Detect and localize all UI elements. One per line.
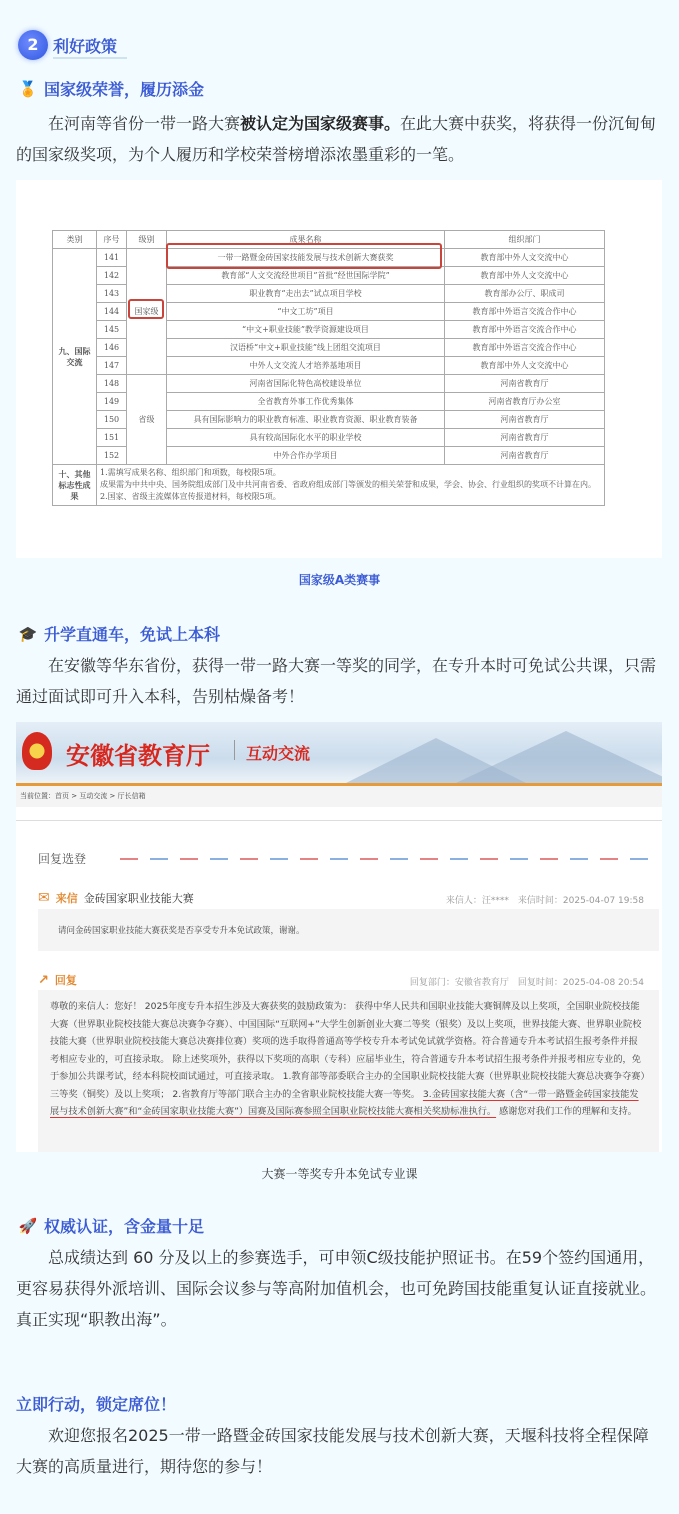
cert-title: 权威认证，含金量十足: [44, 1217, 205, 1236]
number-cell: 150: [97, 411, 127, 429]
name-cell: 具有较高国际化水平的职业学校: [167, 429, 445, 447]
department-cell: 河南省教育厅: [445, 447, 605, 465]
reply-body: [38, 990, 659, 1152]
table-row: [53, 375, 605, 393]
number-cell: 151: [97, 429, 127, 447]
upgrade-paragraph: 在安徽等华东省份，获得一带一路大赛一等奖的同学，在专升本时可免试公共课，只需通过面试即可升入本科，告别枯燥备考！: [16, 656, 657, 706]
department-cell: 教育部中外语言交流合作中心: [445, 303, 605, 321]
national-award-table-image: [16, 180, 662, 558]
name-cell: 中外合作办学项目: [167, 447, 445, 465]
name-cell: “中文+职业技能”教学资源建设项目: [167, 321, 445, 339]
reply-label: [38, 972, 77, 988]
column-header: 成果名称: [167, 231, 445, 249]
text: 在河南等省份一带一路大赛: [48, 114, 241, 133]
highlight-box: [166, 243, 442, 269]
breadcrumb: 当前位置：首页 > 互动交流 > 厅长信箱: [16, 786, 662, 807]
column-header: 序号: [97, 231, 127, 249]
cert-heading: [18, 1214, 204, 1237]
site-banner: [16, 722, 662, 783]
cta-paragraph: 欢迎您报名2025一带一路暨金砖国家技能发展与技术创新大赛，天堰科技将全程保障大赛的高质量进行，期待您的参与！: [16, 1426, 649, 1476]
name-cell: 具有国际影响力的职业教育标准、职业教育资源、职业教育装备: [167, 411, 445, 429]
number-cell: 144: [97, 303, 127, 321]
dashed-divider: [120, 858, 660, 860]
name-cell: 教育部“人文交流经世项目”首批“经世国际学院”: [167, 267, 445, 285]
honor-heading: [18, 77, 204, 100]
upgrade-title: 升学直通车，免试上本科: [44, 625, 221, 644]
category-cell: 十、其他标志性成果: [53, 465, 97, 506]
name-cell: “中文工坊”项目: [167, 303, 445, 321]
name-cell: 河南省国际化特色高校建设单位: [167, 375, 445, 393]
number-cell: 147: [97, 357, 127, 375]
number-cell: 145: [97, 321, 127, 339]
letter-body: 请问金砖国家职业技能大赛获奖是否享受专升本免试政策，谢谢。: [38, 909, 659, 951]
graduation-cap-icon: 🎓: [18, 624, 38, 643]
award-table: [52, 230, 605, 506]
section-underline: [53, 57, 127, 59]
rocket-icon: 🚀: [18, 1216, 38, 1235]
note: 成果需为中共中央、国务院组成部门及中共河南省委、省政府组成部门等颁发的相关荣誉和成果，学会、协会、行业组织的奖项不计算在内。: [100, 480, 596, 489]
reply-heading: 回复选登: [38, 852, 87, 866]
column-header: 类别: [53, 231, 97, 249]
department-cell: 河南省教育厅: [445, 429, 605, 447]
name-cell: 汉语桥“中文+职业技能”线上团组交流项目: [167, 339, 445, 357]
department-cell: 教育部中外人文交流中心: [445, 249, 605, 267]
text: 感谢您对我们工作的理解和支持。: [496, 1106, 637, 1117]
number-cell: 143: [97, 285, 127, 303]
label: 来信: [55, 892, 78, 905]
department-cell: 教育部中外语言交流合作中心: [445, 339, 605, 357]
number-cell: 142: [97, 267, 127, 285]
medal-icon: 🏅: [18, 79, 38, 98]
anhui-reply-screenshot: [16, 722, 662, 1152]
label: 回复: [54, 974, 77, 987]
category-cell: 九、国际交流: [53, 249, 97, 465]
level-cell: 省级: [127, 375, 167, 465]
share-icon: ↗: [38, 972, 49, 988]
honor-paragraph: [16, 108, 664, 170]
letter-label: [38, 890, 194, 906]
honor-title: 国家级荣誉，履历添金: [44, 80, 205, 99]
name-cell: 一带一路暨金砖国家技能发展与技术创新大赛获奖: [167, 249, 445, 267]
section-title: 利好政策: [53, 37, 118, 56]
text: 尊敬的来信人：您好！ 2025年度专升本招生涉及大赛获奖的鼓励政策为： 获得中华人民共和国职业技能大赛铜牌及以上奖项，全国职业院校技能大赛（世界职业院校技能大赛总决赛争夺赛）、中国国际“互联网+”大学生创新创业大赛二等奖（银奖）及以上奖项，世界技能大赛、世界职业院校技能大赛（世界职业院校技能大赛总决赛排位赛）奖项的选手取得普通高等学校专升本考试免试就学资格。符合普通专升本考试招生报考条件并报考相应专业的，可直接录取。 除上述奖项外，获得以下奖项的高职（专科）应届毕业生，符合普通专升本考试招生报考条件并报考相应专业的，免于参加公共课考试，经本科院校面试通过，可直接录取。 1.教育部等部委联合主办的全国职业院校技能大赛（世界职业院校技能大赛总决赛争夺赛）三等奖（铜奖）及以上奖项； 2.省教育厅等部门联合主办的全省职业院校技能大赛一等奖。: [50, 1001, 646, 1100]
name-cell: 职业教育“走出去”试点项目学校: [167, 285, 445, 303]
number-cell: 146: [97, 339, 127, 357]
letter-meta: 来信人：汪**** 来信时间：2025-04-07 19:58: [445, 896, 644, 906]
text: 在此大赛中获奖，将获得一份沉甸甸的国家级奖项，为个人履历和学校荣誉榜增添浓墨重彩的一笔。: [16, 114, 657, 164]
number-cell: 152: [97, 447, 127, 465]
department-cell: 河南省教育厅办公室: [445, 393, 605, 411]
level-cell: 国家级: [127, 249, 167, 375]
cta-heading: 立即行动，锁定席位！: [16, 1395, 177, 1414]
number-cell: 148: [97, 375, 127, 393]
national-emblem-icon: [22, 732, 52, 770]
site-section: 互动交流: [246, 744, 311, 763]
number-cell: 149: [97, 393, 127, 411]
department-cell: 河南省教育厅: [445, 375, 605, 393]
image-caption: 大赛一等奖专升本免试专业课: [261, 1167, 418, 1181]
department-cell: 教育部办公厅、职成司: [445, 285, 605, 303]
note: 1.需填写成果名称、组织部门和项数，每校限5项。: [100, 468, 281, 477]
department-cell: 教育部中外人文交流中心: [445, 267, 605, 285]
underlined-text: 3.金砖国家技能大赛（含“一带一路暨金砖国家技能发展与技术创新大赛”和“金砖国家职业技能大赛”）国赛及国际赛参照全国职业院校技能大赛相关奖励标准执行。: [50, 1088, 639, 1117]
cert-paragraph: 总成绩达到 60 分及以上的参赛选手，可申领C级技能护照证书。在59个签约国通用，更容易获得外派培训、国际会议参与等高附加值机会，也可免跨国技能重复认证直接就业。真正实现“职教出海”。: [16, 1248, 657, 1329]
column-header: 级别: [127, 231, 167, 249]
reply-meta: 回复部门：安徽省教育厅 回复时间：2025-04-08 20:54: [409, 978, 644, 988]
bold-text: 被认定为国家级赛事。: [240, 114, 401, 133]
image-caption: 国家级A类赛事: [298, 573, 381, 587]
column-header: 组织部门: [445, 231, 605, 249]
section-number-badge: 2: [18, 30, 48, 60]
note: 2.国家、省级主流媒体宣传报道材料，每校限5项。: [100, 492, 281, 501]
name-cell: 全省教育外事工作优秀集体: [167, 393, 445, 411]
highlight-box: [128, 299, 164, 319]
upgrade-heading: [18, 622, 220, 645]
department-cell: 教育部中外语言交流合作中心: [445, 321, 605, 339]
name-cell: 中外人文交流人才培养基地项目: [167, 357, 445, 375]
envelope-icon: ✉: [38, 890, 50, 906]
department-cell: 教育部中外人文交流中心: [445, 357, 605, 375]
number-cell: 141: [97, 249, 127, 267]
note-cell: [97, 465, 605, 506]
letter-title: 金砖国家职业技能大赛: [83, 892, 194, 905]
department-cell: 河南省教育厅: [445, 411, 605, 429]
site-name: 安徽省教育厅: [66, 742, 210, 770]
table-row: [53, 465, 605, 506]
